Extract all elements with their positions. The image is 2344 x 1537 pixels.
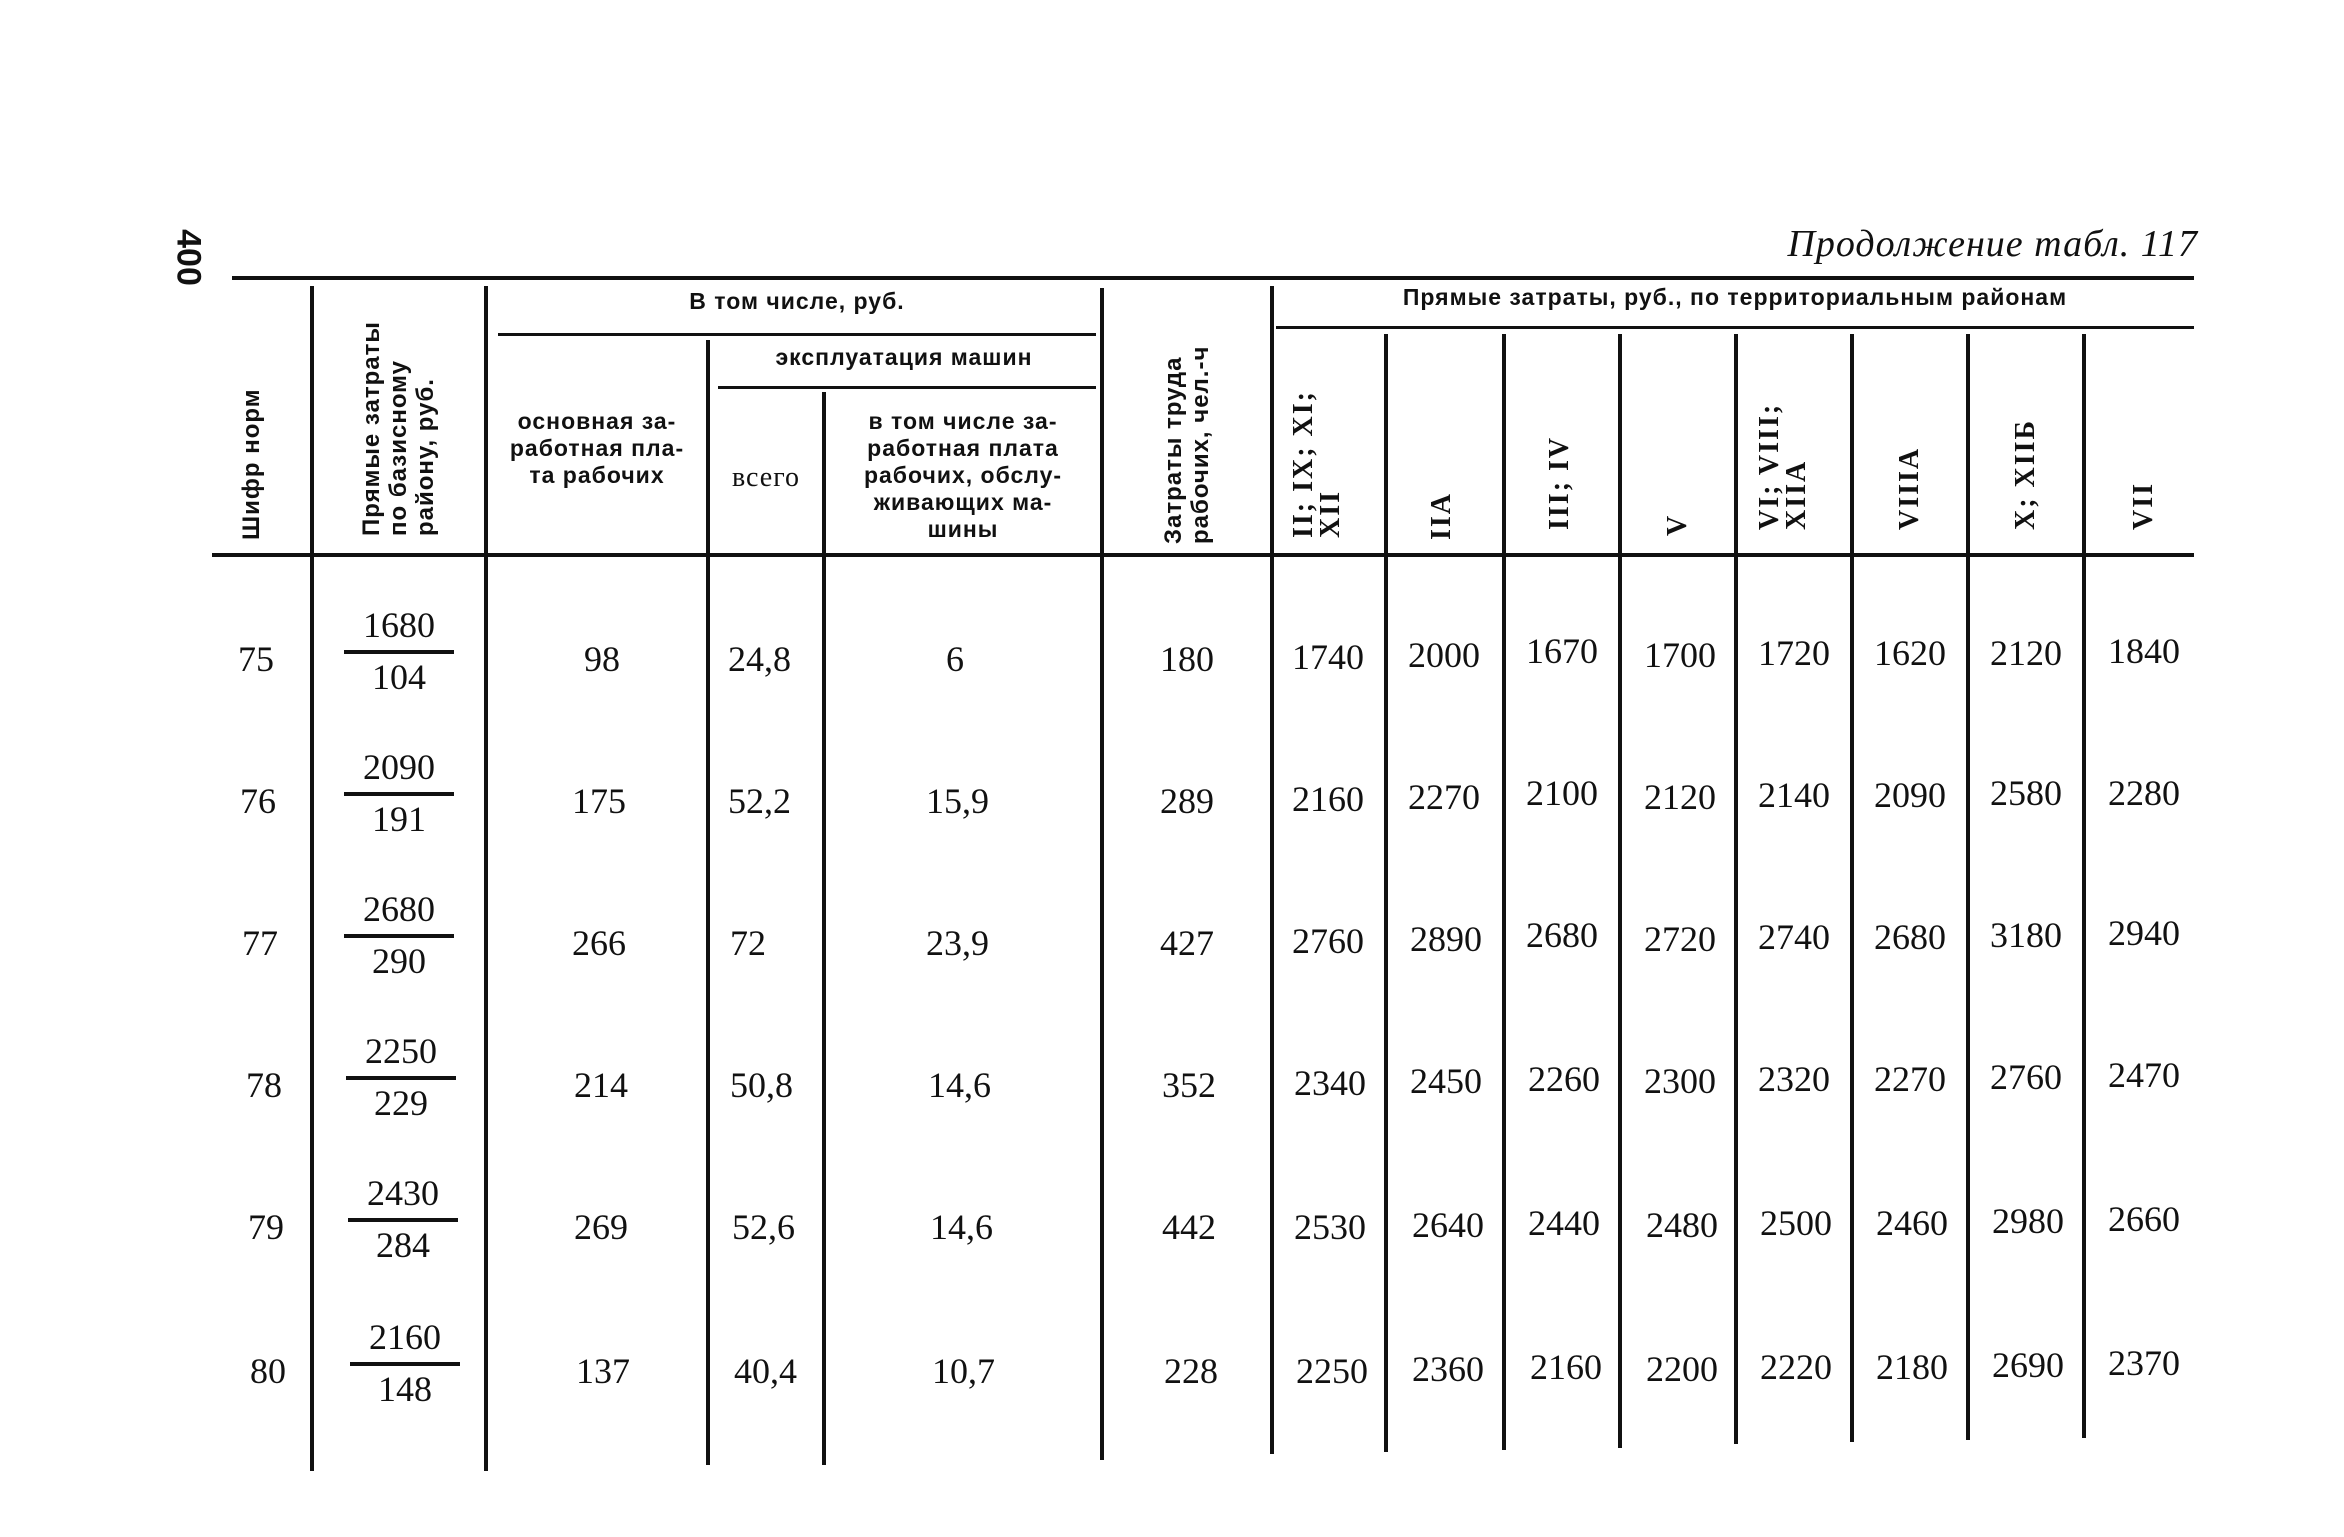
cell-region-6: 2680 (1874, 917, 1946, 957)
col-sep-13 (2082, 334, 2086, 1438)
cell-base-cost: $\frac{2250}{229}$ (346, 1032, 456, 1122)
col-sep-3 (706, 340, 710, 1465)
col-sep-10 (1734, 334, 1738, 1444)
header-machine-operation: эксплуатация машин (775, 344, 1033, 370)
cell-region-3: 2160 (1530, 1347, 1602, 1387)
cell-region-4: 2200 (1646, 1349, 1718, 1389)
cell-region-3: 1670 (1526, 631, 1598, 671)
cell-region-8: 2660 (2108, 1199, 2180, 1239)
cell-region-2: 2450 (1410, 1061, 1482, 1101)
header-region-6: VIIIA (1894, 446, 1925, 530)
col-sep-1 (310, 286, 314, 1471)
cell-region-7: 2690 (1992, 1345, 2064, 1385)
cell-region-4: 2300 (1644, 1061, 1716, 1101)
cell-region-7: 2580 (1990, 773, 2062, 813)
cell-labor: 180 (1160, 639, 1214, 679)
cell-region-3: 2100 (1526, 773, 1598, 813)
header-labor: Затраты труда рабочих, чел.-ч (1160, 345, 1214, 544)
header-region-4: V (1662, 513, 1693, 536)
cell-machine-wage: 15,9 (926, 781, 989, 821)
cell-code: 76 (240, 781, 276, 821)
cell-base-wage: 214 (574, 1065, 628, 1105)
cell-labor: 289 (1160, 781, 1214, 821)
cell-region-2: 2000 (1408, 635, 1480, 675)
cell-machine-total: 50,8 (730, 1065, 793, 1105)
cell-code: 75 (238, 639, 274, 679)
cell-machine-wage: 14,6 (928, 1065, 991, 1105)
page-number: 400 (169, 229, 208, 286)
cell-base-wage: 98 (584, 639, 620, 679)
header-base-wage: основная за- работная пла- та рабочих (509, 408, 685, 488)
col-sep-4 (822, 392, 826, 1465)
header-including: В том числе, руб. (689, 288, 905, 314)
table-top-rule (232, 276, 2194, 280)
cell-region-2: 2890 (1410, 919, 1482, 959)
cell-labor: 228 (1164, 1351, 1218, 1391)
cell-region-6: 2460 (1876, 1203, 1948, 1243)
header-region-2: IIA (1426, 491, 1457, 540)
header-direct-costs-regions: Прямые затраты, руб., по территориальным районам (1402, 284, 2068, 310)
cell-region-2: 2640 (1412, 1205, 1484, 1245)
col-sep-8 (1502, 334, 1506, 1450)
cell-region-8: 2940 (2108, 913, 2180, 953)
cell-region-8: 2370 (2108, 1343, 2180, 1383)
col-sep-11 (1850, 334, 1854, 1442)
cell-region-5: 2500 (1760, 1203, 1832, 1243)
cell-base-cost: $\frac{2430}{284}$ (348, 1174, 458, 1264)
cell-base-wage: 269 (574, 1207, 628, 1247)
header-region-5: VI; VIII; XIIA (1754, 402, 1812, 530)
col-sep-9 (1618, 334, 1622, 1448)
header-machine-wage: в том числе за- работная плата рабочих, обслу- живающих ма- шины (863, 408, 1063, 542)
cell-region-5: 2140 (1758, 775, 1830, 815)
cell-machine-total: 52,2 (728, 781, 791, 821)
header-region-7: X; XIIБ (2010, 418, 2041, 530)
cell-region-5: 2220 (1760, 1347, 1832, 1387)
col-sep-5 (1100, 288, 1104, 1460)
cell-base-cost: $\frac{2680}{290}$ (344, 890, 454, 980)
cell-region-5: 2740 (1758, 917, 1830, 957)
cell-region-8: 2280 (2108, 773, 2180, 813)
cell-labor: 442 (1162, 1207, 1216, 1247)
cell-machine-wage: 23,9 (926, 923, 989, 963)
cell-region-1: 2250 (1296, 1351, 1368, 1391)
cell-region-1: 2340 (1294, 1063, 1366, 1103)
cell-region-3: 2260 (1528, 1059, 1600, 1099)
cell-region-3: 2680 (1526, 915, 1598, 955)
cell-region-7: 2120 (1990, 633, 2062, 673)
cell-region-1: 2160 (1292, 779, 1364, 819)
cell-machine-total: 24,8 (728, 639, 791, 679)
col-sep-12 (1966, 334, 1970, 1440)
header-code: Шифр норм (238, 388, 265, 540)
including-underline (498, 333, 1096, 336)
cell-region-6: 2270 (1874, 1059, 1946, 1099)
regions-underline (1276, 326, 2194, 329)
cell-region-7: 2760 (1990, 1057, 2062, 1097)
cell-labor: 352 (1162, 1065, 1216, 1105)
cell-region-3: 2440 (1528, 1203, 1600, 1243)
header-total: всего (731, 462, 801, 493)
header-region-8: VII (2128, 481, 2159, 530)
cell-base-wage: 175 (572, 781, 626, 821)
header-region-1: II; IX; XI; XII (1288, 390, 1346, 538)
cell-region-7: 3180 (1990, 915, 2062, 955)
cell-region-5: 1720 (1758, 633, 1830, 673)
cell-code: 78 (246, 1065, 282, 1105)
header-region-3: III; IV (1544, 435, 1575, 530)
cell-region-8: 2470 (2108, 1055, 2180, 1095)
cell-region-2: 2270 (1408, 777, 1480, 817)
cell-region-4: 1700 (1644, 635, 1716, 675)
header-direct-costs-base: Прямые затраты по базисному району, руб. (358, 321, 439, 536)
cell-base-wage: 137 (576, 1351, 630, 1391)
cell-region-6: 1620 (1874, 633, 1946, 673)
cell-region-4: 2720 (1644, 919, 1716, 959)
col-sep-6 (1270, 286, 1274, 1454)
header-bottom-rule (212, 553, 2194, 557)
cell-base-cost: $\frac{2090}{191}$ (344, 748, 454, 838)
cell-machine-wage: 6 (946, 639, 964, 679)
cell-code: 80 (250, 1351, 286, 1391)
cell-code: 79 (248, 1207, 284, 1247)
cell-machine-wage: 14,6 (930, 1207, 993, 1247)
machine-underline (718, 386, 1096, 389)
cell-base-cost: $\frac{2160}{148}$ (350, 1318, 460, 1408)
cell-region-6: 2180 (1876, 1347, 1948, 1387)
cell-machine-total: 40,4 (734, 1351, 797, 1391)
cell-region-7: 2980 (1992, 1201, 2064, 1241)
cell-region-4: 2480 (1646, 1205, 1718, 1245)
cell-region-1: 1740 (1292, 637, 1364, 677)
cell-machine-wage: 10,7 (932, 1351, 995, 1391)
cell-region-8: 1840 (2108, 631, 2180, 671)
cell-region-1: 2530 (1294, 1207, 1366, 1247)
cell-base-wage: 266 (572, 923, 626, 963)
col-sep-7 (1384, 334, 1388, 1452)
cell-region-6: 2090 (1874, 775, 1946, 815)
cell-base-cost: $\frac{1680}{104}$ (344, 606, 454, 696)
cell-machine-total: 72 (730, 923, 766, 963)
cell-machine-total: 52,6 (732, 1207, 795, 1247)
cell-region-2: 2360 (1412, 1349, 1484, 1389)
cell-code: 77 (242, 923, 278, 963)
cell-region-1: 2760 (1292, 921, 1364, 961)
cell-region-4: 2120 (1644, 777, 1716, 817)
cell-region-5: 2320 (1758, 1059, 1830, 1099)
table-caption: Продолжение табл. 117 (1787, 223, 2198, 265)
cell-labor: 427 (1160, 923, 1214, 963)
